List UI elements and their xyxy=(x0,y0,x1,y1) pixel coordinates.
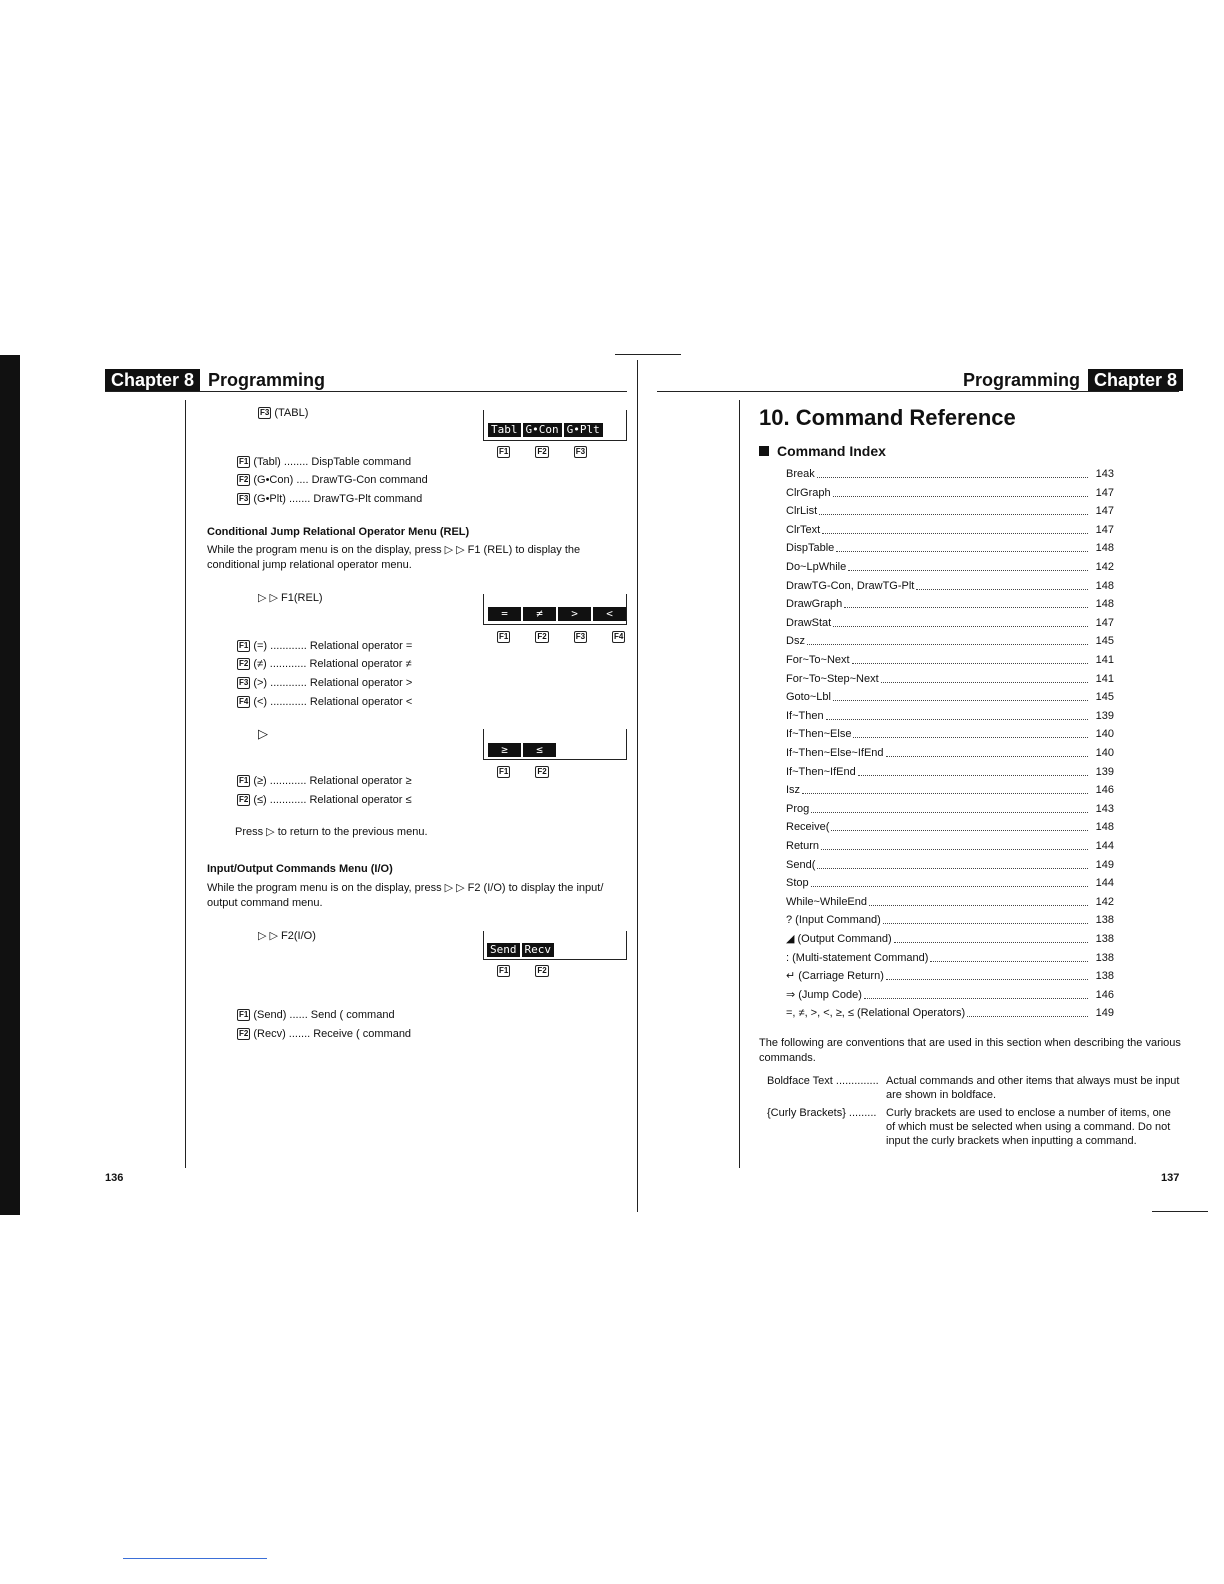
index-entry-name: If~Then~IfEnd xyxy=(786,765,856,778)
rel-item-3: F3 (>) ............ Relational operator > xyxy=(239,677,413,689)
leader-dots xyxy=(930,951,1088,962)
rel-item-5: F1 (≥) ............ Relational operator ≥ xyxy=(239,775,412,787)
index-entry-page: 138 xyxy=(1095,933,1114,945)
index-entry xyxy=(786,690,1114,705)
index-entry xyxy=(786,634,1114,649)
rel-item-4: F4 (<) ............ Relational operator < xyxy=(239,696,413,708)
index-entry-name: ClrList xyxy=(786,505,818,518)
index-entry-page: 141 xyxy=(1095,654,1114,666)
eq-softkey: = xyxy=(488,607,521,621)
rel-paragraph: While the program menu is on the display, press ▷ ▷ F1 (REL) to display the conditional jump relational operator menu. xyxy=(207,544,581,571)
leader-dots xyxy=(848,560,1088,571)
index-entry xyxy=(786,597,1114,612)
tabl-item-2: F2 (G•Con) .... DrawTG-Con command xyxy=(239,474,428,486)
tabl-softkey: Tabl xyxy=(488,423,521,437)
index-entry-page: 140 xyxy=(1095,747,1114,759)
ge-softkey: ≥ xyxy=(488,743,521,757)
index-entry-name: DrawStat xyxy=(786,616,832,629)
index-entry xyxy=(786,951,1114,966)
index-entry xyxy=(786,541,1114,556)
section-title: 10. Command Reference xyxy=(759,405,1016,430)
index-entry xyxy=(786,523,1114,538)
leader-dots xyxy=(822,523,1088,534)
left-page-number: 136 xyxy=(105,1172,124,1184)
right-chapter-label: Chapter 8 xyxy=(1088,369,1183,391)
index-entry-page: 139 xyxy=(1095,709,1114,722)
leader-dots xyxy=(852,653,1088,664)
index-entry xyxy=(786,560,1114,575)
index-entry xyxy=(786,802,1114,817)
rel-fkey-row-2: F1 F2 xyxy=(499,767,547,776)
rel-item-6: F2 (≤) ............ Relational operator ≤ xyxy=(239,794,412,806)
leader-dots xyxy=(894,932,1088,943)
index-entry-name: If~Then~Else~IfEnd xyxy=(786,747,884,759)
page-spine xyxy=(0,355,20,1215)
center-fold xyxy=(637,360,638,1212)
index-entry-name: Return xyxy=(786,840,820,852)
leader-dots xyxy=(821,839,1088,850)
neq-softkey: ≠ xyxy=(523,607,556,621)
left-header-title: Programming xyxy=(208,370,326,390)
gt-softkey: > xyxy=(558,607,591,621)
leader-dots xyxy=(886,969,1088,980)
index-entry-name: Send( xyxy=(786,858,816,871)
index-entry-name: ClrGraph xyxy=(786,486,831,499)
leader-dots xyxy=(819,504,1088,515)
index-entry xyxy=(786,820,1114,835)
f3-key-icon: F3 xyxy=(575,447,586,456)
gplt-softkey: G•Plt xyxy=(564,423,603,437)
index-entry xyxy=(786,653,1114,668)
gcon-softkey: G•Con xyxy=(523,423,562,437)
index-entry-page: 145 xyxy=(1095,635,1114,648)
leader-dots xyxy=(833,616,1088,627)
io-item-2: F2 (Recv) ....... Receive ( command xyxy=(239,1028,412,1040)
index-entry-page: 142 xyxy=(1095,895,1114,908)
leader-dots xyxy=(817,858,1088,869)
tabl-item-3: F3 (G•Plt) ....... DrawTG-Plt command xyxy=(239,493,423,505)
rel-key-sequence: ▷ ▷ F1(REL) xyxy=(258,592,323,604)
left-chapter-label: Chapter 8 xyxy=(105,369,200,391)
index-entry xyxy=(786,839,1114,854)
leader-dots xyxy=(881,672,1088,683)
index-entry-name: Stop xyxy=(786,877,809,890)
index-entry-page: 143 xyxy=(1095,468,1114,480)
right-header-rule xyxy=(657,391,1179,392)
index-entry xyxy=(786,895,1114,910)
index-entry-name: Do~LpWhile xyxy=(786,561,847,573)
index-entry-page: 143 xyxy=(1095,802,1114,815)
index-entry-page: 144 xyxy=(1095,877,1114,890)
rel-item-1: F1 (=) ............ Relational operator = xyxy=(239,640,413,652)
index-entry xyxy=(786,765,1114,780)
index-entry-name: ⇒ (Jump Code) xyxy=(786,988,862,1001)
leader-dots xyxy=(811,876,1088,887)
index-entry xyxy=(786,579,1114,594)
index-entry-page: 146 xyxy=(1095,988,1114,1001)
rel-menu-screen xyxy=(483,594,627,625)
index-entry xyxy=(786,969,1114,984)
index-entry-name: DispTable xyxy=(786,542,835,555)
index-entry xyxy=(786,727,1114,742)
left-margin-line xyxy=(185,400,186,1168)
index-entry-name: =, ≠, >, <, ≥, ≤ (Relational Operators) xyxy=(786,1007,966,1020)
index-entry-page: 147 xyxy=(1095,486,1114,499)
index-entry xyxy=(786,932,1114,947)
leader-dots xyxy=(967,1006,1088,1017)
tabl-key-line: F3 (TABL) xyxy=(260,407,309,419)
index-entry-name: For~To~Next xyxy=(786,654,850,666)
right-bottom-rule xyxy=(1152,1211,1208,1212)
index-entry-name: If~Then xyxy=(786,709,824,722)
right-header-title: Programming xyxy=(963,370,1081,390)
index-entry-page: 147 xyxy=(1095,616,1114,629)
tabl-fkey-row xyxy=(497,446,590,458)
rel-heading: Conditional Jump Relational Operator Menu (REL) xyxy=(207,526,470,538)
leader-dots xyxy=(869,895,1088,906)
index-entry xyxy=(786,858,1114,873)
rel-fkey-row: F1 F2 F3 F4 xyxy=(499,632,624,641)
leader-dots xyxy=(883,913,1088,924)
leader-dots xyxy=(844,597,1088,608)
index-entry-page: 144 xyxy=(1095,840,1114,852)
index-entry-name: ? (Input Command) xyxy=(786,914,881,927)
io-paragraph: While the program menu is on the display, press ▷ ▷ F2 (I/O) to display the input/ output command menu. xyxy=(207,882,604,909)
index-entry xyxy=(786,709,1114,724)
leader-dots xyxy=(811,802,1088,813)
index-entry-name: : (Multi-statement Command) xyxy=(786,951,929,964)
right-margin-line xyxy=(739,400,740,1168)
index-heading: Command Index xyxy=(759,442,886,460)
rel-next-key: ▷ xyxy=(258,726,268,741)
index-entry xyxy=(786,876,1114,891)
index-entry-name: Break xyxy=(786,468,815,480)
index-entry-page: 149 xyxy=(1095,1007,1114,1020)
index-entry xyxy=(786,467,1114,482)
io-heading: Input/Output Commands Menu (I/O) xyxy=(207,863,393,875)
fold-top-mark xyxy=(615,354,681,355)
index-entry-page: 147 xyxy=(1095,523,1114,536)
leader-dots xyxy=(817,467,1088,478)
rel-menu-screen-2 xyxy=(483,729,627,760)
le-softkey: ≤ xyxy=(523,743,556,757)
leader-dots xyxy=(916,579,1088,590)
leader-dots xyxy=(826,709,1088,720)
right-page-number: 137 xyxy=(1161,1172,1180,1184)
index-entry xyxy=(786,913,1114,928)
index-entry xyxy=(786,672,1114,687)
index-entry-name: ◢ (Output Command) xyxy=(786,933,892,945)
leader-dots xyxy=(802,783,1088,794)
index-entry-page: 138 xyxy=(1095,951,1114,964)
send-softkey: Send xyxy=(487,943,520,957)
leader-dots xyxy=(853,727,1088,738)
leader-dots xyxy=(807,634,1088,645)
index-entry-name: Dsz xyxy=(786,635,805,648)
index-entry-page: 142 xyxy=(1095,561,1114,573)
index-entry-name: For~To~Step~Next xyxy=(786,672,879,685)
index-entry-page: 138 xyxy=(1095,914,1114,927)
index-entry-page: 149 xyxy=(1095,858,1114,871)
index-entry-name: While~WhileEnd xyxy=(786,895,868,908)
tabl-menu-screen xyxy=(483,410,627,441)
leader-dots xyxy=(886,746,1088,757)
leader-dots xyxy=(858,765,1088,776)
index-entry-page: 148 xyxy=(1095,579,1114,592)
index-entry-page: 148 xyxy=(1095,821,1114,834)
io-fkey-row: F1 F2 xyxy=(499,966,547,975)
index-entry xyxy=(786,1006,1114,1021)
index-entry-page: 141 xyxy=(1095,672,1114,685)
leader-dots xyxy=(833,486,1088,497)
index-entry-page: 138 xyxy=(1095,970,1114,983)
conventions-intro: The following are conventions that are used in this section when describing the various commands. xyxy=(759,1037,1181,1064)
index-entry-name: DrawGraph xyxy=(786,598,843,611)
leader-dots xyxy=(836,541,1088,552)
bottom-link-line xyxy=(123,1558,267,1559)
io-key-sequence: ▷ ▷ F2(I/O) xyxy=(258,930,316,942)
f2-key-icon: F2 xyxy=(537,447,547,456)
index-entry xyxy=(786,504,1114,519)
index-entry-name: DrawTG-Con, DrawTG-Plt xyxy=(786,579,915,592)
index-entry-name: ClrText xyxy=(786,523,821,536)
index-entry-page: 147 xyxy=(1095,505,1114,518)
index-entry-name: If~Then~Else xyxy=(786,728,852,741)
index-entry-name: Isz xyxy=(786,784,801,797)
index-entry-name: Receive( xyxy=(786,821,830,834)
rel-item-2: F2 (≠) ............ Relational operator ≠ xyxy=(239,658,412,670)
index-entry xyxy=(786,746,1114,761)
index-entry-page: 145 xyxy=(1095,691,1114,704)
index-entry-name: ↵ (Carriage Return) xyxy=(786,970,884,983)
io-item-1: F1 (Send) ...... Send ( command xyxy=(239,1009,395,1021)
index-entry xyxy=(786,486,1114,501)
index-entry-page: 139 xyxy=(1095,765,1114,778)
recv-softkey: Recv xyxy=(522,943,555,957)
index-entry-page: 148 xyxy=(1095,542,1114,555)
leader-dots xyxy=(833,690,1088,701)
io-menu-screen xyxy=(483,931,627,960)
index-entry xyxy=(786,988,1114,1003)
index-entry-page: 146 xyxy=(1095,784,1114,797)
f1-key-icon: F1 xyxy=(499,447,509,456)
tabl-item-1: F1 (Tabl) ........ DispTable command xyxy=(239,456,412,468)
square-bullet-icon xyxy=(759,446,769,456)
left-header-rule xyxy=(105,391,627,392)
f3-key-icon: F3 xyxy=(260,408,270,418)
leader-dots xyxy=(864,988,1088,999)
leader-dots xyxy=(831,820,1088,831)
index-entry-page: 148 xyxy=(1095,598,1114,611)
rel-return-note: Press ▷ to return to the previous menu. xyxy=(235,826,428,838)
index-entry-page: 140 xyxy=(1095,728,1114,741)
index-entry-name: Prog xyxy=(786,802,810,815)
lt-softkey: < xyxy=(593,607,626,621)
index-entry-name: Goto~Lbl xyxy=(786,691,831,704)
index-entry xyxy=(786,783,1114,798)
index-entry xyxy=(786,616,1114,631)
